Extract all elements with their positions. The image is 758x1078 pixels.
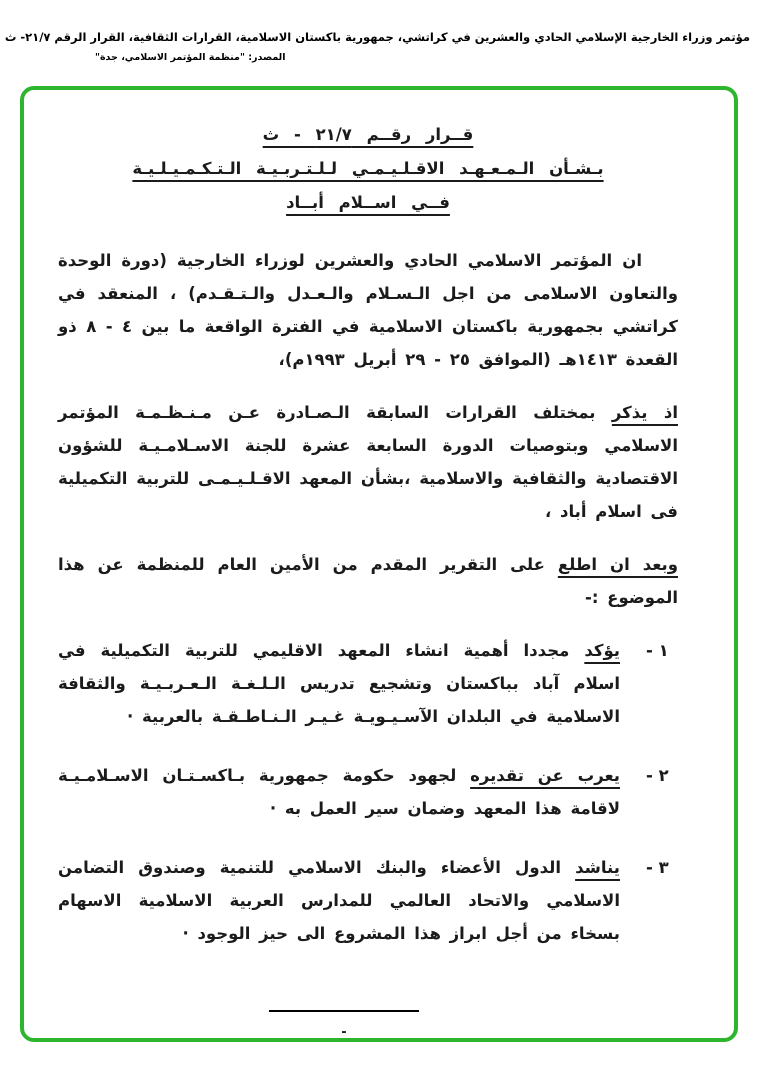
footer	[34, 990, 654, 1040]
paragraph-2-lead: اذ يذكر	[611, 403, 678, 422]
document-frame	[20, 86, 738, 1042]
document-title	[58, 118, 678, 220]
item-2-text	[58, 759, 620, 825]
document-body	[24, 90, 734, 1038]
item-1-body: مجددا أهمية انشاء المعهد الاقليمي للتربية التكميلية في اسلام آباد بباكستان وتشجيع تدريس الـلـغـة الـعـربـيـة والثقافة الاسلامية في البلدان الآسـيـويـة غـيـر الـنـاطـقـة بالعربية ·	[58, 641, 620, 726]
item-1-lead: يؤكد	[584, 641, 620, 660]
resolution-item-2	[58, 759, 678, 825]
preamble-paragraph-3	[58, 548, 678, 614]
paragraph-2-text: بمختلف القرارات السابقة الـصـادرة عـن مـنـظـمـة المؤتمر الاسلامي وبتوصيات الدورة السابعة عشرة للجنة الاسـلامـيـة للشؤون الاقتصادية والثقافية والاسلامية ،بشأن المعهد الاقـلـيـمـى للتربية التكميلية فى اسلام أباد ،	[58, 403, 678, 521]
signature-separator-line	[269, 1010, 419, 1012]
resolution-item-1	[58, 634, 678, 733]
item-2-number: - ٢	[646, 766, 669, 785]
item-3-number: - ٣	[646, 858, 669, 877]
resolution-item-3	[58, 851, 678, 950]
item-2-lead: يعرب عن تقديره	[470, 766, 620, 785]
paragraph-1-text: ان المؤتمر الاسلامي الحادي والعشرين لوزراء الخارجية (دورة الوحدة والتعاون الاسلامى من اجل الـسـلام والـعـدل والـتـقـدم) ، المنعقد في كراتشي بجمهورية باكستان الاسلامية في الفترة الواقعة ما بين ٤ - ٨ ذو القعدة ١٤١٣هـ (الموافق ٢٥ - ٢٩ أبريل ١٩٩٣م)،	[58, 251, 679, 369]
item-2-body: لجهود حكومة جمهورية بـاكسـتـان الاسـلامـيـة لاقامة هذا المعهد وضمان سير العمل به ·	[58, 766, 620, 818]
item-3-text	[58, 851, 620, 950]
title-line-2: بـشـأن الـمـعـهـد الاقـلـيـمـي لـلـتـربـيـة الـتـكـمـيـلـيـة	[132, 159, 604, 178]
item-1-number: - ١	[646, 641, 669, 660]
item-1-text	[58, 634, 620, 733]
title-line-3: فــي اســلام أبــاد	[286, 193, 450, 212]
resolution-items	[58, 634, 678, 950]
paragraph-3-lead: وبعد ان اطلع	[557, 555, 679, 574]
paragraph-3-text: على التقرير المقدم من الأمين العام للمنظمة عن هذا الموضوع :-	[58, 555, 678, 607]
header-citation: مؤتمر وزراء الخارجية الإسلامي الحادي والعشرين في كراتشي، جمهورية باكستان الاسلامية، القرارات الثقافية، القرار الرقم ٢١/٧- ث	[4, 30, 750, 44]
item-3-lead: يناشد	[575, 858, 620, 877]
title-subject	[58, 152, 678, 186]
title-resolution-number	[58, 118, 678, 152]
title-line-1: قــرار رقــم ٢١/٧ - ث	[262, 125, 474, 144]
header-source: المصدر: "منظمة المؤتمر الاسلامي، جدة"	[95, 52, 286, 63]
footer-mark: -	[341, 1025, 347, 1040]
item-3-body: الدول الأعضاء والبنك الاسلامي للتنمية وصندوق التضامن الاسلامي والاتحاد العالمي للمدارس العربية الاسلامية الاسهام بسخاء من أجل ابراز هذا المشروع الى حيز الوجود ·	[58, 858, 620, 943]
preamble-paragraph-2	[58, 396, 678, 528]
preamble-paragraph-1	[58, 244, 678, 376]
title-location	[58, 186, 678, 220]
